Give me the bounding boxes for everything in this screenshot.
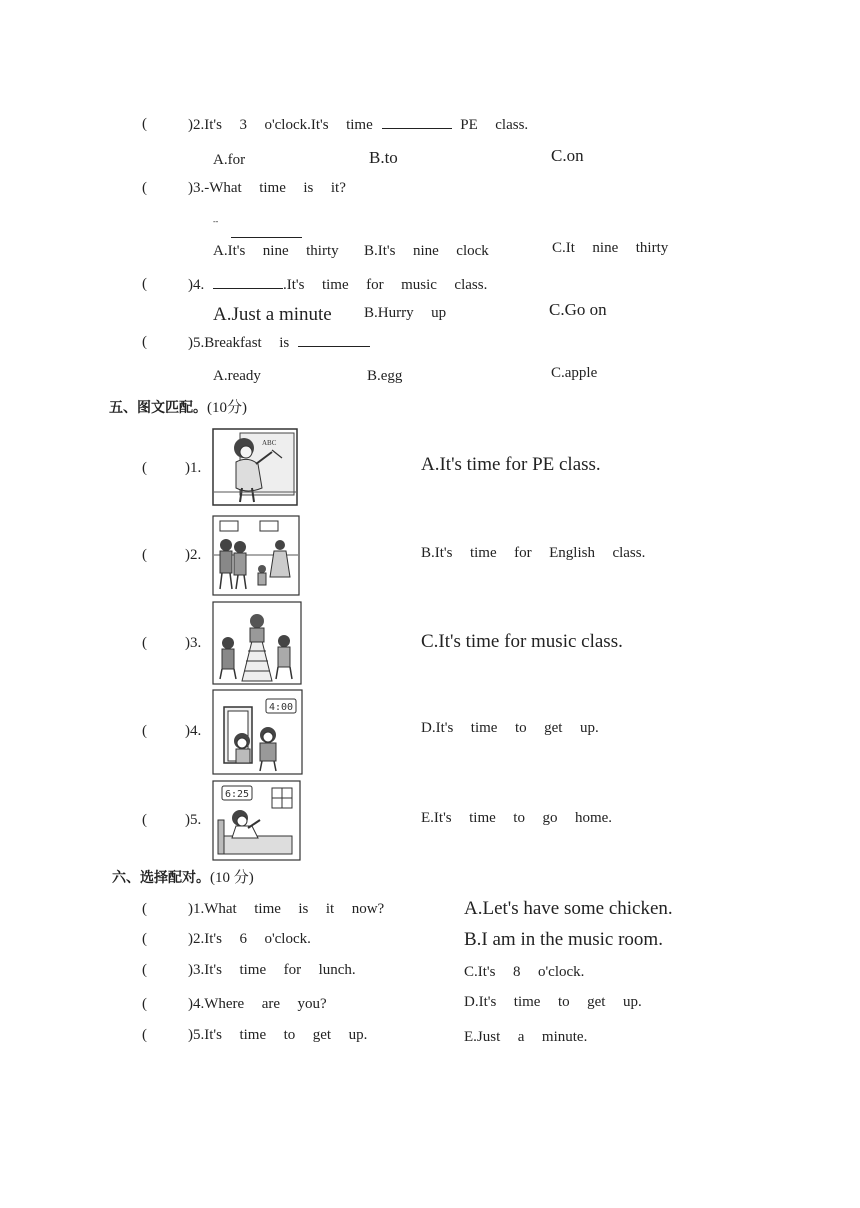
- answer-blank[interactable]: [382, 115, 452, 129]
- question-5: [188, 333, 370, 352]
- answer-paren: (: [142, 1027, 147, 1043]
- picture-get-up: [212, 780, 301, 861]
- picture-teacher-board: [212, 428, 298, 506]
- option-a: A.ready: [213, 368, 261, 384]
- pair-answer: C.It's 8 o'clock.: [464, 964, 585, 980]
- match-option: C.It's time for music class.: [421, 631, 623, 652]
- picture-sports-field: [212, 515, 300, 596]
- option-c: C.Go on: [549, 300, 607, 319]
- pair-question: )5.It's time to get up.: [188, 1027, 368, 1043]
- option-b: B.to: [369, 148, 398, 167]
- clock-text: 4:00: [269, 702, 294, 713]
- section-5-score: (10分): [207, 400, 247, 416]
- answer-blank[interactable]: [213, 275, 283, 289]
- item-number: )3.: [185, 635, 202, 651]
- question-4-tail: .It's time for music class.: [283, 277, 488, 293]
- option-b: B.It's nine clock: [364, 243, 489, 259]
- answer-paren: (: [142, 812, 147, 828]
- answer-blank[interactable]: [231, 224, 302, 238]
- option-c: C.It nine thirty: [552, 240, 669, 256]
- option-a: A.for: [213, 152, 246, 168]
- question-2: [188, 115, 528, 134]
- question-2-tail: PE class.: [451, 117, 529, 133]
- pair-question: )1.What time is it now?: [188, 901, 385, 917]
- option-b: B.egg: [367, 368, 403, 384]
- option-a: A.It's nine thirty: [213, 243, 339, 259]
- picture-go-home: [212, 689, 303, 775]
- match-option: A.It's time for PE class.: [421, 454, 601, 475]
- question-5-text: )5.Breakfast is: [188, 335, 298, 351]
- section-6-heading: [112, 869, 254, 887]
- section-5-heading: [109, 399, 247, 417]
- answer-paren: (: [142, 116, 147, 132]
- question-4-text: )4.: [188, 277, 213, 293]
- option-c: C.on: [551, 146, 584, 165]
- answer-paren: (: [142, 962, 147, 978]
- match-option: D.It's time to get up.: [421, 720, 599, 736]
- answer-blank[interactable]: [298, 333, 370, 347]
- pair-answer: E.Just a minute.: [464, 1029, 588, 1045]
- answer-dash: --: [213, 217, 219, 226]
- answer-paren: (: [142, 996, 147, 1012]
- match-option: B.It's time for English class.: [421, 545, 646, 561]
- match-option: E.It's time to go home.: [421, 810, 613, 826]
- question-2-text: )2.It's 3 o'clock.It's time: [188, 117, 382, 133]
- pair-question: )2.It's 6 o'clock.: [188, 931, 311, 947]
- option-b: B.Hurry up: [364, 305, 447, 321]
- section-5-title: 五、图文匹配。: [109, 400, 207, 416]
- pair-question: )4.Where are you?: [188, 996, 327, 1012]
- pair-question: )3.It's time for lunch.: [188, 962, 356, 978]
- answer-paren: (: [142, 635, 147, 651]
- answer-paren: (: [142, 547, 147, 563]
- answer-paren: (: [142, 460, 147, 476]
- section-6-score: (10 分): [210, 870, 254, 886]
- option-a: A.Just a minute: [213, 304, 332, 325]
- answer-paren: (: [142, 334, 147, 350]
- question-4: [188, 275, 487, 294]
- answer-paren: (: [142, 901, 147, 917]
- pair-answer: A.Let's have some chicken.: [464, 898, 673, 919]
- item-number: )1.: [185, 460, 202, 476]
- item-number: )5.: [185, 812, 202, 828]
- answer-paren: (: [142, 180, 147, 196]
- answer-paren: (: [142, 723, 147, 739]
- pair-answer: D.It's time to get up.: [464, 994, 642, 1010]
- pair-answer: B.I am in the music room.: [464, 929, 663, 950]
- board-text: ABC: [262, 439, 277, 447]
- picture-music-class: [212, 601, 302, 685]
- clock-text: 6:25: [225, 789, 250, 800]
- option-c: C.apple: [551, 365, 598, 381]
- item-number: )2.: [185, 547, 202, 563]
- answer-paren: (: [142, 931, 147, 947]
- item-number: )4.: [185, 723, 202, 739]
- answer-paren: (: [142, 276, 147, 292]
- question-3-text: )3.-What time is it?: [188, 180, 346, 196]
- section-6-title: 六、选择配对。: [112, 870, 210, 886]
